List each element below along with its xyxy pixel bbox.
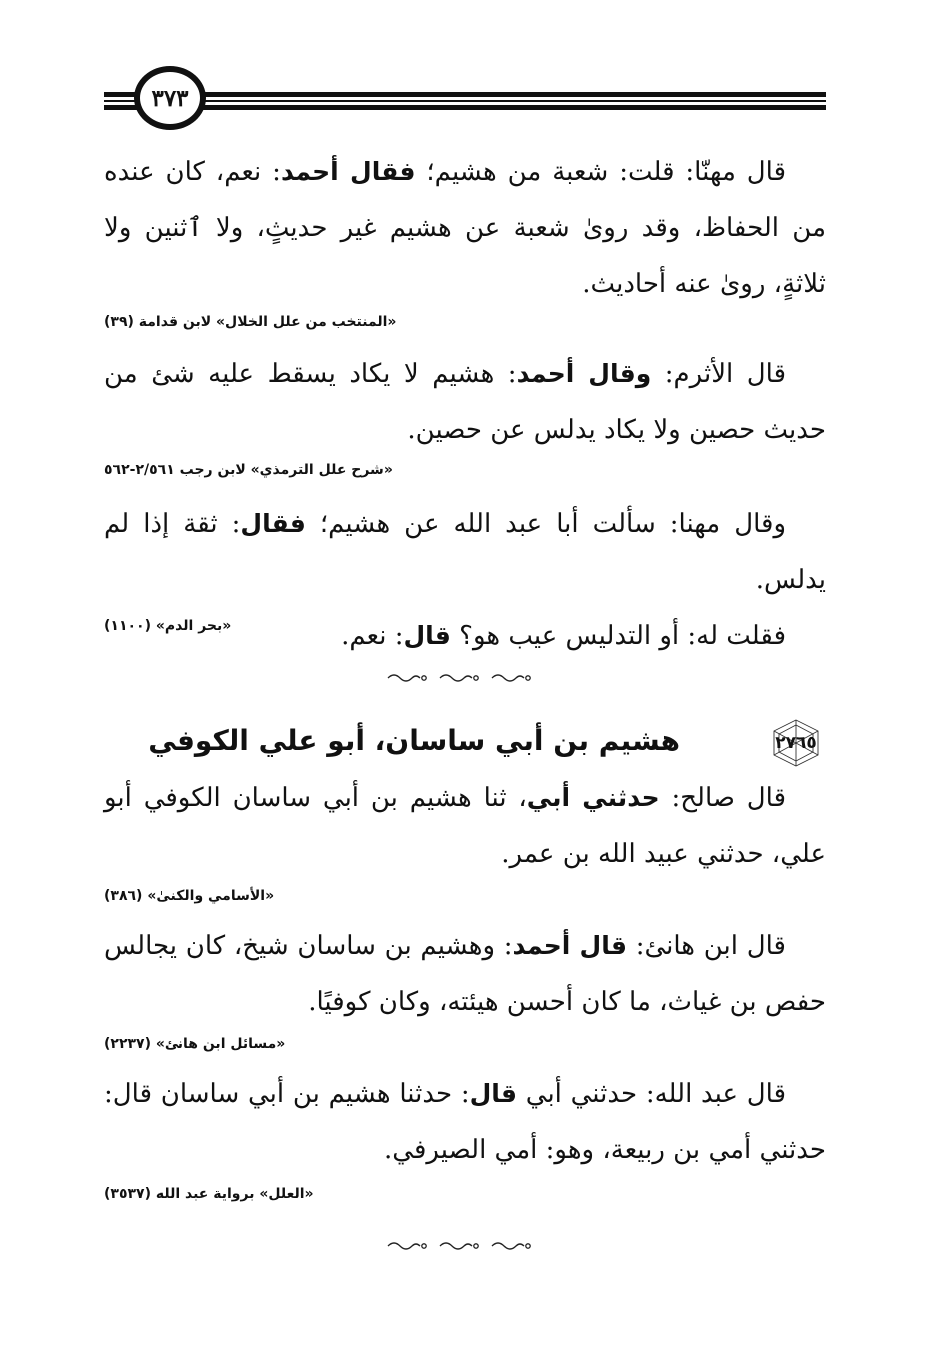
header-rule-top — [104, 92, 826, 97]
source-citation: «الأسامي والكنىٰ» (٣٨٦) — [104, 888, 275, 904]
header-rule-bottom — [104, 105, 826, 110]
bold-phrase: فقال أحمد — [280, 157, 416, 186]
text-run: قال الأثرم: — [651, 359, 787, 389]
section-ornament — [368, 672, 568, 684]
text-run: قال مهنّا: قلت: شعبة من هشيم؛ — [415, 157, 786, 187]
paragraph — [104, 918, 826, 1030]
paragraph — [104, 346, 826, 458]
source-citation: «مسائل ابن هانئ» (٢٢٣٧) — [104, 1036, 286, 1052]
entry-heading — [104, 718, 826, 768]
text-run: : نعم، كان عنده من الحفاظ، وقد روىٰ شعبة عن هشيم غير حديثٍ، ولا ٱثنين ولا ثلاثةٍ، روىٰ عنه أحاديث. — [104, 157, 826, 299]
paragraph — [104, 770, 826, 882]
entry-number: ٢٧٦٥ — [775, 733, 817, 753]
entry-passage-1 — [104, 770, 826, 882]
paragraph — [104, 496, 826, 608]
entry-title: هشيم بن أبي ساسان، أبو علي الكوفي — [148, 724, 680, 757]
text-run: : ثقة إذا لم يدلس. — [104, 509, 826, 595]
text-run: قال ابن هانئ: — [626, 931, 786, 961]
bold-phrase: قال أحمد — [512, 931, 627, 960]
text-run: : وهشيم بن ساسان شيخ، كان يجالس حفص بن غياث، ما كان أحسن هيئته، وكان كوفيًا. — [104, 931, 826, 1017]
page-number-badge — [134, 66, 206, 130]
text-run: قال صالح: — [659, 783, 787, 813]
passage-3 — [104, 496, 826, 664]
bold-phrase: فقال — [240, 509, 306, 538]
text-run: : نعم. — [341, 621, 404, 651]
source-citation: «شرح علل الترمذي» لابن رجب ٢/٥٦١-٥٦٢ — [104, 462, 393, 478]
text-run: قال عبد الله: حدثني أبي — [517, 1079, 786, 1109]
text-run: : حدثنا هشيم بن أبي ساسان قال: حدثني أمي بن ربيعة، وهو: أمي الصيرفي. — [104, 1079, 826, 1165]
text-run: : هشيم لا يكاد يسقط عليه شئ من حديث حصين ولا يكاد يدلس عن حصين. — [104, 359, 826, 445]
text-run: ، ثنا هشيم بن أبي ساسان الكوفي أبو علي، حدثني عبيد الله بن عمر. — [104, 783, 826, 869]
passage-2 — [104, 346, 826, 458]
source-citation: «العلل» برواية عبد الله (٣٥٣٧) — [104, 1186, 314, 1202]
ornament-divider-icon — [368, 1240, 568, 1252]
bold-phrase: قال — [403, 621, 451, 650]
source-citation: «بحر الدم» (١١٠٠) — [104, 618, 232, 634]
bold-phrase: وقال أحمد — [516, 359, 652, 388]
bold-phrase: حدثني أبي — [526, 783, 660, 812]
bold-phrase: قال — [469, 1079, 518, 1108]
paragraph — [104, 608, 826, 664]
paragraph — [104, 1066, 826, 1178]
paragraph — [104, 144, 826, 312]
text-run: فقلت له: أو التدليس عيب هو؟ — [450, 621, 786, 651]
text-run: وقال مهنا: سألت أبا عبد الله عن هشيم؛ — [305, 509, 787, 539]
entry-number-badge — [766, 718, 826, 768]
section-ornament — [368, 1240, 568, 1252]
passage-1 — [104, 144, 826, 312]
entry-passage-3 — [104, 1066, 826, 1178]
source-citation: «المنتخب من علل الخلال» لابن قدامة (٣٩) — [104, 314, 397, 330]
entry-passage-2 — [104, 918, 826, 1030]
header-rule-middle — [104, 100, 826, 102]
page-number: ٣٧٣ — [151, 84, 189, 112]
ornament-divider-icon — [368, 672, 568, 684]
